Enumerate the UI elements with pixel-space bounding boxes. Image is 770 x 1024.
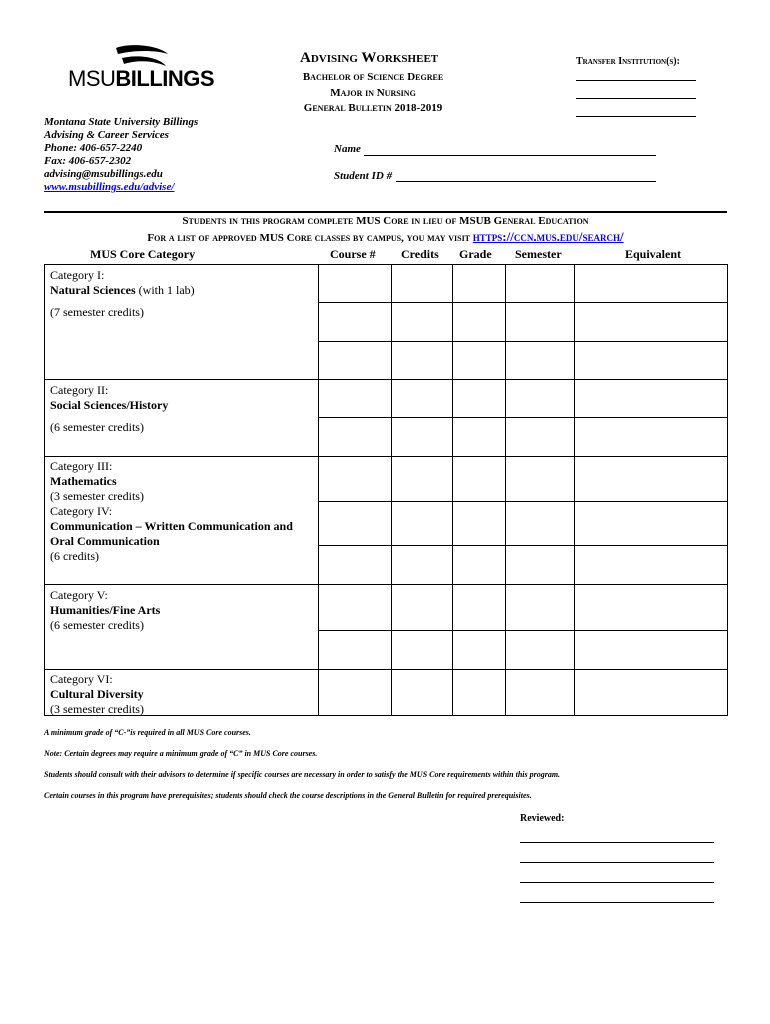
col-header-credits: Credits [401,247,439,261]
category-label: Category I: [50,268,105,282]
transfer-institution-line[interactable] [576,80,696,81]
transfer-institution-line[interactable] [576,98,696,99]
note-certain-degrees: Note: Certain degrees may require a minimum grade of “C” in MUS Core courses. [44,749,318,758]
category-iv-cell [50,504,293,564]
category-iii-cell [50,459,144,504]
contact-fax: Fax: 406-657-2302 [44,155,132,167]
category-divider [44,584,728,585]
column-divider [505,264,506,716]
logo-text-prefix: MSU [68,66,116,91]
student-id-field[interactable] [396,181,656,182]
major-label: Major in Nursing [330,87,416,99]
row-divider [318,501,728,502]
name-label: Name [334,143,361,155]
category-label: Category II: [50,383,109,397]
category-name-line [50,283,195,298]
category-divider [44,379,728,380]
row-divider [318,417,728,418]
category-divider [44,669,728,670]
reviewed-label: Reviewed: [520,813,565,824]
category-credits: (3 semester credits) [50,702,144,716]
msub-logo-wordmark [68,66,214,92]
category-label: Category IV: [50,504,113,518]
bulletin-label: General Bulletin 2018-2019 [303,102,443,114]
col-header-grade: Grade [459,247,492,261]
mus-core-link-line [44,229,727,245]
column-divider [574,264,575,716]
contact-website[interactable] [44,181,174,194]
category-name: Communication – Written Communication and [50,519,293,533]
category-credits: (3 semester credits) [50,489,144,503]
category-credits: (6 credits) [50,549,99,563]
col-header-equivalent: Equivalent [625,247,682,261]
header-divider [44,211,727,213]
column-divider [318,264,319,716]
contact-phone: Phone: 406-657-2240 [44,142,143,154]
category-label: Category VI: [50,672,113,686]
reviewed-signature-line[interactable] [520,902,714,903]
category-credits: (6 semester credits) [50,618,144,632]
mus-core-table [44,264,728,716]
degree-label: Bachelor of Science Degree [302,71,444,83]
column-divider [391,264,392,716]
category-i-cell [50,268,195,320]
student-id-label: Student ID # [334,170,393,182]
note-min-grade: A minimum grade of “C-”is required in all MUS Core courses. [44,728,251,737]
contact-office: Advising & Career Services [44,129,169,141]
category-name: Humanities/Fine Arts [50,603,161,617]
row-divider [318,341,728,342]
ccn-search-link[interactable]: https://ccn.mus.edu/search/ [472,229,624,244]
website-link[interactable]: www.msubillings.edu/advise/ [44,181,175,193]
category-ii-cell [50,383,168,435]
category-v-cell [50,588,160,633]
reviewed-signature-line[interactable] [520,862,714,863]
col-header-course: Course # [330,247,376,261]
row-divider [318,302,728,303]
note-consult-advisors: Students should consult with their advisors to determine if specific courses are necessary in order to satisfy the MUS Core requirements within this program. [44,770,561,779]
category-name: Social Sciences/History [50,398,169,412]
col-header-category: MUS Core Category [90,247,196,261]
page-title: Advising Worksheet [300,50,439,66]
contact-email: advising@msubillings.edu [44,168,163,180]
transfer-institution-label: Transfer Institution(s): [576,56,680,67]
column-divider [452,264,453,716]
category-vi-cell [50,672,144,717]
category-name: Cultural Diversity [50,687,144,701]
reviewed-signature-line[interactable] [520,882,714,883]
row-divider [318,545,728,546]
category-name: Natural Sciences [50,283,136,297]
category-divider [44,456,728,457]
category-label: Category V: [50,588,108,602]
reviewed-signature-line[interactable] [520,842,714,843]
logo-text-suffix: BILLINGS [115,66,215,91]
mus-core-link-prefix: For a list of approved MUS Core classes by campus, you may visit [147,232,473,244]
row-divider [318,630,728,631]
transfer-institution-line[interactable] [576,116,696,117]
mus-core-banner: Students in this program complete MUS Core in lieu of MSUB General Education [182,215,589,227]
category-name-continued: Oral Communication [50,534,160,548]
col-header-semester: Semester [515,247,562,261]
contact-institution: Montana State University Billings [44,116,199,128]
category-label: Category III: [50,459,113,473]
category-credits: (7 semester credits) [50,305,144,319]
note-prerequisites: Certain courses in this program have prerequisites; students should check the course descriptions in the General Bulletin for required prerequisites. [44,791,532,800]
name-field[interactable] [364,155,656,156]
category-credits: (6 semester credits) [50,420,144,434]
category-name: Mathematics [50,474,117,488]
category-name-extra: (with 1 lab) [135,283,195,297]
